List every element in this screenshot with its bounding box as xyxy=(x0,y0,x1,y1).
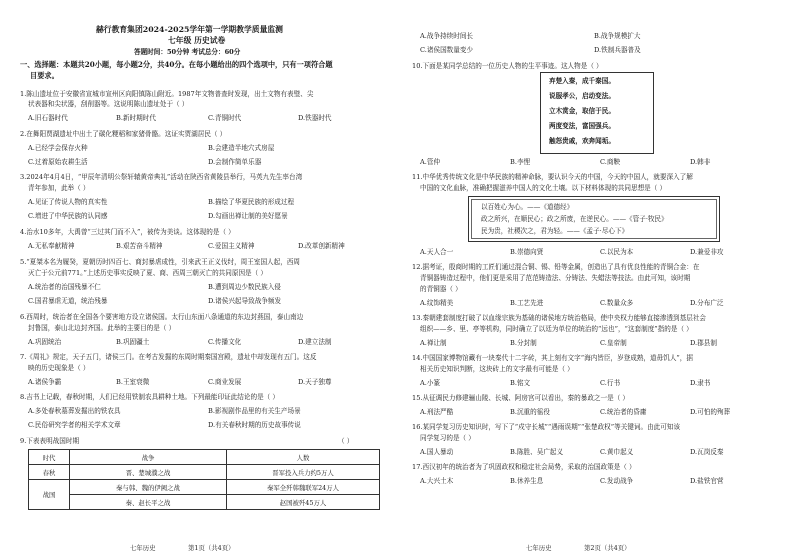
q12-option-d[interactable]: D.分布广泛 xyxy=(690,299,724,307)
table-cell: 秦军全歼韩魏联军24万人 xyxy=(227,480,380,495)
q14-option-a[interactable]: A.小篆 xyxy=(420,379,441,387)
q7-option-a[interactable]: A.诸侯争霸 xyxy=(28,378,62,386)
q13-option-b[interactable]: B.分封制 xyxy=(510,339,537,347)
question-7-cont: 映的历史现象是（ ） xyxy=(28,364,90,372)
question-16-cont: 同学复习的是（ ） xyxy=(420,434,475,442)
q12-option-a[interactable]: A.纹饰精美 xyxy=(420,299,454,307)
q6-option-a[interactable]: A.巩固统治 xyxy=(28,338,62,346)
table-row xyxy=(29,465,380,480)
q11-option-a[interactable]: A.天人合一 xyxy=(420,248,454,256)
q2-option-d[interactable]: D.会制作简单乐器 xyxy=(208,158,262,166)
question-2: 2.在舞阳贾湖遗址中出土了碳化粳稻和家猪骨骼。这证实贾湖居民（ ） xyxy=(20,130,227,138)
q8-option-a[interactable]: A.多处春秋墓葬发掘出的铁农具 xyxy=(28,407,121,415)
question-10: 10.下面是某同学总结的一位历史人物的生平事迹。这人物是（ ） xyxy=(412,62,603,70)
q6-option-b[interactable]: B.巩固疆土 xyxy=(116,338,150,346)
q10-option-c[interactable]: C.商鞅 xyxy=(600,158,621,166)
quote-line-3: 民为贵，社稷次之，君为轻。——《孟子·尽心下》 xyxy=(481,227,629,235)
q15-option-b[interactable]: B.沉重的徭役 xyxy=(510,408,550,416)
table-header-cell: 人数 xyxy=(227,450,380,465)
q9-option-b[interactable]: B.战争规模扩大 xyxy=(594,32,641,40)
q10-option-d[interactable]: D.韩非 xyxy=(690,158,711,166)
q2-option-a[interactable]: A.已经学会保存火种 xyxy=(28,144,88,152)
question-5-cont: 灭亡于公元前771。”上述历史事实反映了夏、商、西周三朝灭亡的共同原因是（ ） xyxy=(28,269,267,277)
exam-title: 赫行教育集团2024-2025学年第一学期教学质量监测 xyxy=(96,25,283,34)
q8-option-b[interactable]: B.影视剧作品里的有关生产场景 xyxy=(208,407,301,415)
question-3-cont: 青年参加，此举（ ） xyxy=(28,184,90,192)
table-row xyxy=(29,480,380,495)
q10-option-b[interactable]: B.李悝 xyxy=(510,158,531,166)
q11-option-d[interactable]: D.兼爱非攻 xyxy=(690,248,724,256)
q13-option-c[interactable]: C.皇帝制 xyxy=(600,339,627,347)
question-15: 15.从征调民力修建骊山陵、长城、阿房宫可以看出，秦的暴政之一是（ ） xyxy=(412,394,629,402)
q9-option-d[interactable]: D.铁制兵器普及 xyxy=(594,46,641,54)
q14-option-c[interactable]: C.行书 xyxy=(600,379,621,387)
exam-subject: 七年级 历史试卷 xyxy=(168,36,226,45)
section-heading-cont: 目要求。 xyxy=(30,71,59,80)
q7-option-b[interactable]: B.王室衰微 xyxy=(116,378,150,386)
question-12-cont: 青铜器铸造过程中，他们更是采用了范范铸造法、分铸法、失蜡法等技法。由此可知，该时期 xyxy=(420,274,691,282)
question-14: 14.中国国家博物馆藏有一块秦代十二字砖，其上刻有文字“海内皆臣，岁登成熟，道毋饥人”，据 xyxy=(412,354,693,362)
question-11: 11.中华优秀传统文化是中华民族的精神命脉，要认识今天的中国，今天的中国人，就要深入了解 xyxy=(412,173,693,181)
q3-option-b[interactable]: B.描绘了华夏民族的形成过程 xyxy=(208,198,295,206)
q13-option-a[interactable]: A.禅让制 xyxy=(420,339,447,347)
q17-option-a[interactable]: A.大兴土木 xyxy=(420,477,454,485)
q17-option-b[interactable]: B.休养生息 xyxy=(510,477,544,485)
q3-option-a[interactable]: A.见证了传说人物的真实性 xyxy=(28,198,108,206)
war-table xyxy=(28,449,380,510)
poem-line-5: 触怒贵戚，欢奔闻垢。 xyxy=(549,137,615,145)
question-12: 12.据考证，殷商时期的工匠们通过混合铜、锡、铅等金属，创造出了具有优良性能的青铜合金：在 xyxy=(412,263,700,271)
quote-box xyxy=(468,196,720,242)
question-9: 9.下表表明战国时期 xyxy=(20,437,80,445)
q6-option-c[interactable]: C.传播文化 xyxy=(208,338,242,346)
table-cell: 战国 xyxy=(29,480,70,510)
q5-option-d[interactable]: D.诸侯兴起导致战争频发 xyxy=(208,297,282,305)
question-1: 1.陈山遗址位于安徽省宣城市宣州区向阳镇陈山附近。1987年文物普查时发现，出土文物有表璧、尖 xyxy=(20,90,314,98)
q12-option-c[interactable]: C.数量众多 xyxy=(600,299,634,307)
table-cell: 晋、楚城濮之战 xyxy=(70,465,227,480)
q1-option-c[interactable]: C.青铜时代 xyxy=(208,114,242,122)
q16-option-c[interactable]: C.黄巾起义 xyxy=(600,448,634,456)
q4-option-c[interactable]: C.爱国主义精神 xyxy=(208,242,255,250)
question-4: 4.治水10多年，大禹曾“三过其门而不入”，被传为美谈。这体现的是（ ） xyxy=(20,228,235,236)
q15-option-c[interactable]: C.统治者的昏庸 xyxy=(600,408,647,416)
q1-option-d[interactable]: D.铁器时代 xyxy=(298,114,332,122)
q13-option-d[interactable]: D.郡县制 xyxy=(690,339,717,347)
q3-option-d[interactable]: D.勾画出禅让制的美好愿景 xyxy=(208,212,288,220)
question-17: 17.西汉初年的统治者为了巩固政权和稳定社会局势，采取的治国政策是（ ） xyxy=(412,463,636,471)
poem-line-2: 说服孝公，启动变法。 xyxy=(549,92,615,100)
footer-subject: 七年历史 xyxy=(526,544,552,552)
q17-option-d[interactable]: D.盐铁官营 xyxy=(690,477,724,485)
q14-option-b[interactable]: B.铭文 xyxy=(510,379,531,387)
q15-option-d[interactable]: D.可怕的殉葬 xyxy=(690,408,731,416)
q16-option-a[interactable]: A.国人暴动 xyxy=(420,448,454,456)
q8-option-d[interactable]: D.有关春秋时期的历史故事传说 xyxy=(208,421,301,429)
q17-option-c[interactable]: C.发动战争 xyxy=(600,477,634,485)
footer-subject: 七年历史 xyxy=(130,544,156,552)
question-9-paren: （ ） xyxy=(338,437,354,445)
q4-option-b[interactable]: B.艰苦奋斗精神 xyxy=(116,242,163,250)
q3-option-c[interactable]: C.增进了中华民族的认同感 xyxy=(28,212,108,220)
table-cell: 秦、赵长平之战 xyxy=(70,495,227,510)
question-12-cont-2: 的青铜器（ ） xyxy=(420,285,462,293)
page-2 xyxy=(398,0,794,560)
table-header-row xyxy=(29,450,380,465)
footer-page: 第2页（共4页） xyxy=(584,544,631,552)
table-header-cell: 战争 xyxy=(70,450,227,465)
q10-option-a[interactable]: A.管仲 xyxy=(420,158,441,166)
q2-option-b[interactable]: B.会建造半地穴式房屋 xyxy=(208,144,275,152)
quote-line-1: 以百姓心为心。——《道德经》 xyxy=(481,203,574,211)
table-row xyxy=(29,495,380,510)
poem-line-4: 两度变法，富国强兵。 xyxy=(549,122,615,130)
poem-line-1: 弃楚入秦，成千秦国。 xyxy=(549,77,615,85)
quote-line-2: 政之所兴，在顺民心；政之所废，在逆民心。——《管子·牧民》 xyxy=(481,215,668,223)
q12-option-b[interactable]: B.工艺先进 xyxy=(510,299,544,307)
q7-option-d[interactable]: D.天子独尊 xyxy=(298,378,332,386)
q14-option-d[interactable]: D.隶书 xyxy=(690,379,711,387)
question-5: 5.“夏桀本名为履癸，夏朝历时四百七、商封暴虐成性，引来武王正义伐纣，周王室国人起，西周 xyxy=(20,258,301,266)
table-cell: 晋军投入兵力约5万人 xyxy=(227,465,380,480)
table-cell: 春秋 xyxy=(29,465,70,480)
q5-option-c[interactable]: C.国君暴虐无道，统治残暴 xyxy=(28,297,108,305)
question-3: 3.2024年4月4日，“甲辰年清明公祭轩辕黄帝典礼”活动在陕西省黄陵县举行，马英九先生率台湾 xyxy=(20,173,303,181)
q16-option-d[interactable]: D.瓦岗反秦 xyxy=(690,448,724,456)
q1-option-b[interactable]: B.新时期时代 xyxy=(116,114,156,122)
question-1-cont: 状表器和尖状器，刮削器等。这说明陈山遗址处于（ ） xyxy=(28,100,189,108)
poem-line-3: 立木赏金，取信于民。 xyxy=(549,107,615,115)
q11-option-b[interactable]: B.崇德向贤 xyxy=(510,248,544,256)
footer-page: 第1页（共4页） xyxy=(188,544,235,552)
table-cell: 秦与韩、魏的伊阙之战 xyxy=(70,480,227,495)
table-header-cell: 时代 xyxy=(29,450,70,465)
q9-option-c[interactable]: C.诸侯国数量变少 xyxy=(420,46,474,54)
q11-option-c[interactable]: C.以民为本 xyxy=(600,248,634,256)
question-16: 16.某同学复习历史知识时，写下了“戍守长城”“遇雨误期”“张楚政权”等关键词。由此可知该 xyxy=(412,423,681,431)
question-14-cont: 相关历史知识判断，这块砖上的文字最有可能是（ ） xyxy=(420,365,574,373)
exam-time: 答题时间：50分钟 考试总分：60分 xyxy=(134,48,241,56)
q4-option-a[interactable]: A.无私奉献精神 xyxy=(28,242,75,250)
biography-box xyxy=(540,72,654,154)
q2-option-c[interactable]: C.过着原始农耕生活 xyxy=(28,158,88,166)
q1-option-a[interactable]: A.旧石器时代 xyxy=(28,114,68,122)
q4-option-d[interactable]: D.改革创新精神 xyxy=(298,242,345,250)
question-13-cont: 组织——乡、里、亭等机构，同时确立了以廷为单位的统治的“远也”，“这套制度”指的是（ ） xyxy=(420,325,693,333)
question-8: 8.吉书上记载，春秋时期，人们已经用铁制农具耕种土地。下列最能印证此结论的是（ ） xyxy=(20,393,279,401)
table-cell: 赵国被歼45万人 xyxy=(227,495,380,510)
q15-option-a[interactable]: A.刑法严酷 xyxy=(420,408,454,416)
question-7: 7.《周礼》规定，天子五门，诸侯三门。在考古发掘的东周时期秦国宫殿，遗址中却发现有五门。这反 xyxy=(20,353,317,361)
q5-option-a[interactable]: A.统治者的治国残暴不仁 xyxy=(28,283,101,291)
q8-option-c[interactable]: C.民俗研究学者的相关学术文章 xyxy=(28,421,121,429)
q16-option-b[interactable]: B.陈胜、吴广起义 xyxy=(510,448,564,456)
question-6: 6.西周时，统治者在全国各个要害地方设立诸侯国。太行山东面八条通道的东边封燕国，泰山南边 xyxy=(20,313,304,321)
q7-option-c[interactable]: C.商业发展 xyxy=(208,378,242,386)
q9-option-a[interactable]: A.战争持续时间长 xyxy=(420,32,474,40)
question-13: 13.秦朝建套制度打破了以血缘宗族为基础的诸侯地方统治格局，使中央权力能够直接渗透到基层社会 xyxy=(412,314,707,322)
q6-option-d[interactable]: D.建立法制 xyxy=(298,338,332,346)
q5-option-b[interactable]: B.遭到周边少数民族入侵 xyxy=(208,283,281,291)
section-heading: 一、选择题：本题共20小题，每小题2分，共40分。在每小题给出的四个选项中，只有一项符合题 xyxy=(20,60,333,69)
question-11-cont: 中国的文化血脉，准确把握滋养中国人的文化土壤。以下材料体现的共同思想是（ ） xyxy=(420,184,667,192)
question-6-cont: 封鲁国，泰山北边封齐国。此举的主要目的是（ ） xyxy=(28,324,176,332)
